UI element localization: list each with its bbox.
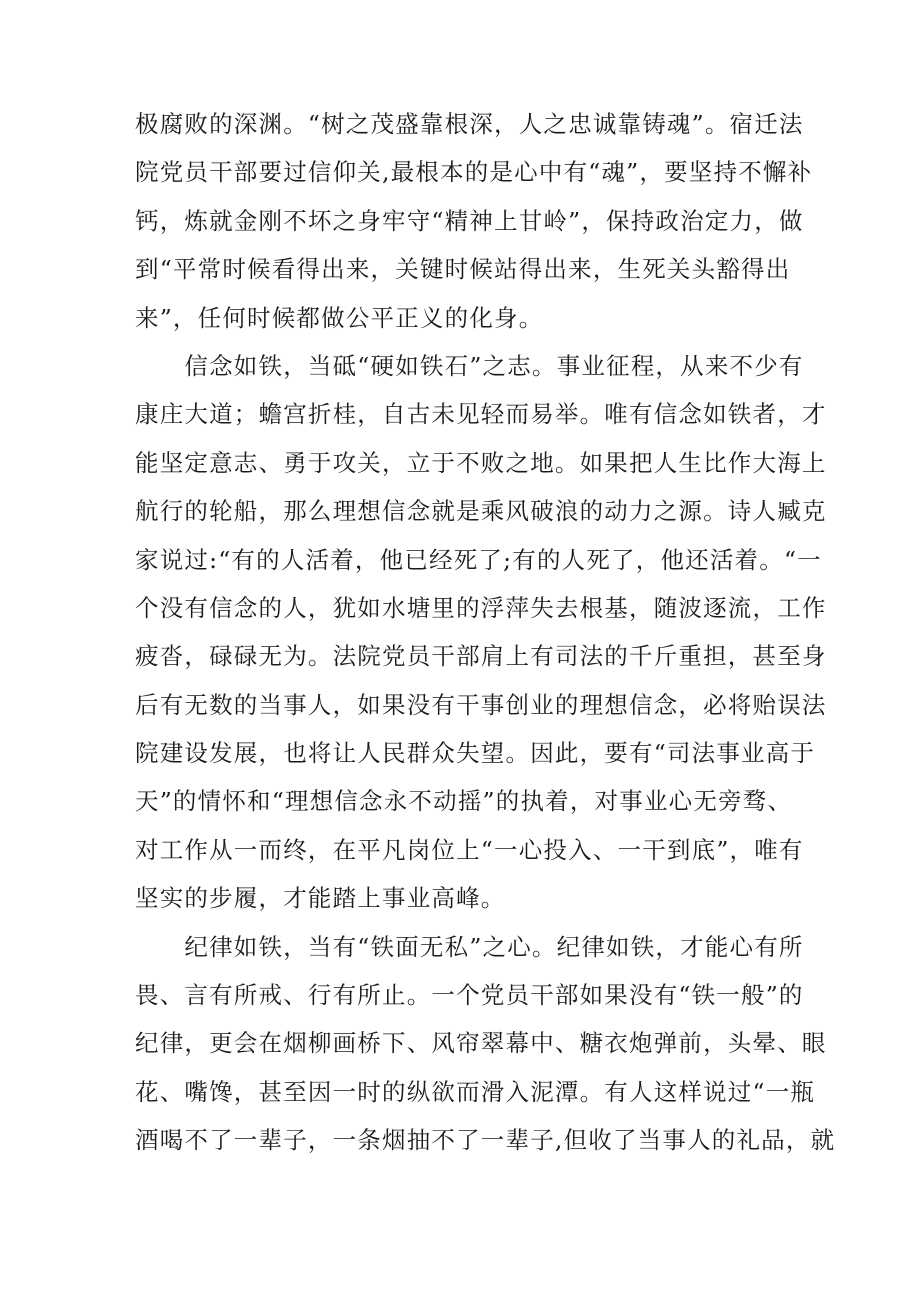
text-line: 坚实的步履，才能踏上事业高峰。 (135, 884, 506, 913)
text-line: 对工作从一而终，在平凡岗位上“一心投入、一干到底”，唯有 (135, 835, 804, 864)
text-line: 院党员干部要过信仰关,最根本的是心中有“魂”，要坚持不懈补 (135, 158, 813, 187)
text-line: 极腐败的深渊。“树之茂盛靠根深，人之忠诚靠铸魂”。宿迁法 (135, 110, 804, 138)
paragraph-start-line: 信念如铁，当砥“硬如铁石”之志。事业征程，从来不少有 (135, 351, 804, 380)
text-line: 花、嘴馋，甚至因一时的纵欲而滑入泥潭。有人这样说过“一瓶 (135, 1077, 816, 1106)
text-line: 航行的轮船，那么理想信念就是乘风破浪的动力之源。诗人臧克 (135, 497, 827, 526)
text-line: 后有无数的当事人，如果没有干事创业的理想信念，必将贻误法 (135, 690, 827, 719)
text-line: 康庄大道；蟾宫折桂，自古未见轻而易举。唯有信念如铁者，才 (135, 400, 827, 429)
text-line: 疲沓，碌碌无为。法院党员干部肩上有司法的千斤重担，甚至身 (135, 642, 827, 671)
text-line: 院建设发展，也将让人民群众失望。因此，要有“司法事业高于 (135, 739, 816, 768)
text-line: 钙，炼就金刚不坏之身牢守“精神上甘岭”，保持政治定力，做 (135, 206, 804, 235)
text-line: 酒喝不了一辈子，一条烟抽不了一辈子,但收了当事人的礼品，就 (135, 1126, 836, 1155)
text-line: 天”的情怀和“理想信念永不动摇”的执着，对事业心无旁骛、 (135, 787, 793, 816)
body-text (135, 100, 836, 1165)
text-line: 纪律，更会在烟柳画桥下、风帘翠幕中、糖衣炮弹前，头晕、眼 (135, 1029, 827, 1058)
paragraph-start-line: 纪律如铁，当有“铁面无私”之心。纪律如铁，才能心有所 (135, 932, 804, 961)
text-line: 家说过:“有的人活着，他已经死了;有的人死了，他还活着。“一 (135, 545, 822, 574)
text-line: 到“平常时候看得出来，关键时候站得出来，生死关头豁得出 (135, 255, 791, 284)
text-line: 个没有信念的人，犹如水塘里的浮萍失去根基，随波逐流，工作 (135, 593, 827, 622)
text-line: 畏、言有所戒、行有所止。一个党员干部如果没有“铁一般”的 (135, 981, 804, 1010)
text-line: 来”，任何时候都做公平正义的化身。 (135, 303, 544, 332)
text-line: 能坚定意志、勇于攻关，立于不败之地。如果把人生比作大海上 (135, 448, 827, 477)
